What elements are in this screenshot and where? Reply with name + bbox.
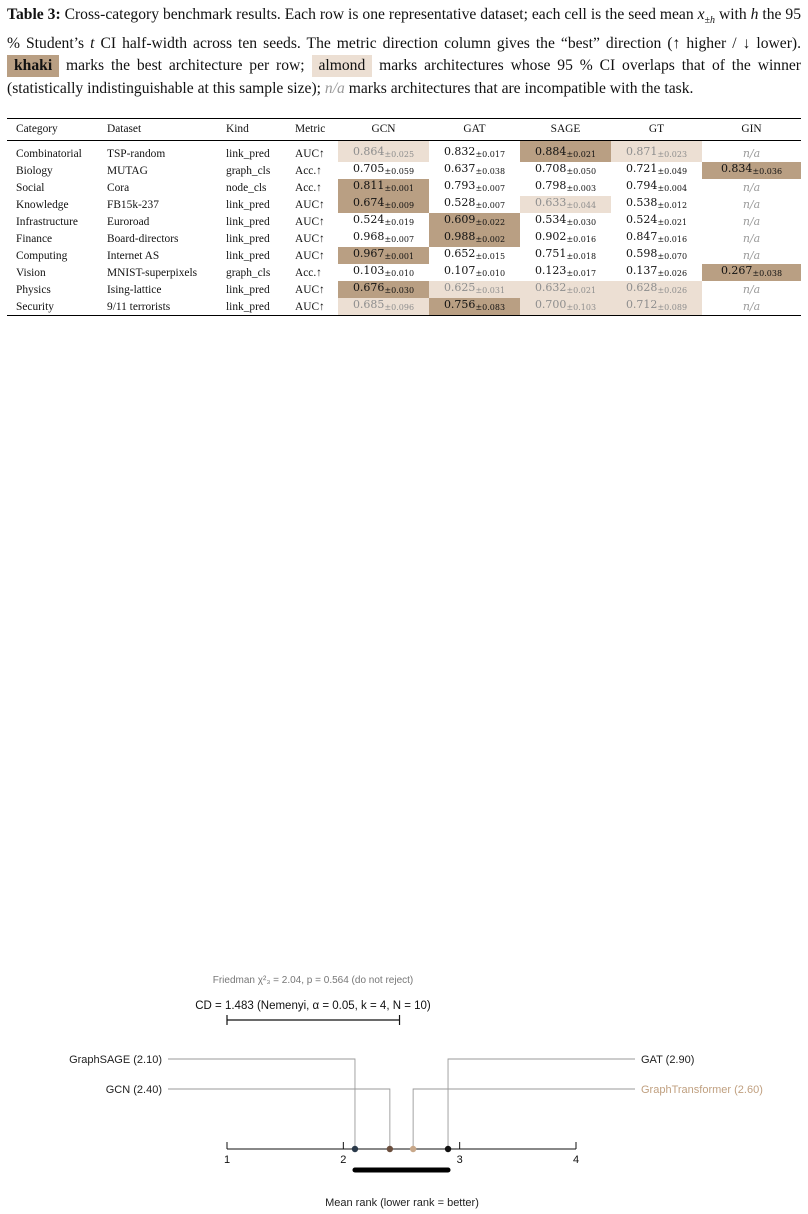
score-ci: ±0.103 [566, 303, 597, 312]
score-mean: 0.524 [352, 213, 385, 226]
category-cell: Combinatorial [16, 147, 82, 160]
dataset-cell: 9/11 terrorists [98, 298, 217, 316]
score-ci: ±0.010 [384, 269, 415, 278]
table-body [7, 141, 801, 316]
category-cell: Social [16, 181, 45, 194]
score-cell [520, 230, 611, 247]
score-cell [702, 298, 801, 316]
column-header: Dataset [98, 119, 217, 141]
score-mean: 0.528 [443, 196, 476, 209]
table-row [7, 264, 801, 281]
caption-text-3: the 95 % Student’s [7, 6, 801, 52]
score-mean: 0.884 [534, 145, 567, 158]
table-row [7, 141, 801, 163]
table-row [7, 196, 801, 213]
score-mean: 0.637 [443, 162, 476, 175]
score-cell [429, 196, 520, 213]
score-ci: ±0.021 [566, 150, 597, 159]
score-mean: 0.721 [625, 162, 658, 175]
axis-tick-label: 3 [456, 1154, 463, 1166]
method-connector [413, 1089, 635, 1149]
table-header-row [7, 119, 801, 141]
score-mean: 0.625 [443, 281, 476, 294]
dataset-cell: FB15k-237 [107, 198, 159, 211]
score-cell [611, 298, 702, 316]
dataset-cell: Cora [107, 181, 130, 194]
column-header: Category [7, 119, 98, 141]
dataset-cell: Internet AS [107, 249, 160, 262]
score-mean: 0.652 [443, 247, 476, 260]
score-mean: 0.847 [625, 230, 658, 243]
score-ci: ±0.004 [657, 184, 688, 193]
column-header: GIN [702, 119, 801, 141]
score-mean: 0.751 [534, 247, 567, 260]
score-cell [520, 281, 611, 298]
score-cell [429, 179, 520, 196]
score-mean: 0.267 [720, 264, 753, 277]
score-mean: n/a [742, 299, 761, 313]
score-cell [611, 213, 702, 230]
score-mean: 0.967 [352, 247, 385, 260]
score-cell [702, 230, 801, 247]
column-header: GAT [429, 119, 520, 141]
kind-cell: link_pred [226, 215, 270, 228]
caption-label: Table 3: [7, 6, 61, 23]
column-header: GCN [338, 119, 429, 141]
score-cell [338, 196, 429, 213]
score-mean: n/a [742, 282, 761, 296]
score-ci: ±0.030 [566, 218, 597, 227]
caption-text-1: Cross-category benchmark results. Each row is one representative dataset; each cell is the seed mean [60, 6, 698, 23]
score-mean: 0.871 [625, 145, 658, 158]
score-cell [338, 298, 429, 316]
score-cell [429, 141, 520, 163]
score-cell [429, 264, 520, 281]
score-cell [429, 281, 520, 298]
axis-label: Mean rank (lower rank = better) [325, 1197, 479, 1209]
score-mean: 0.988 [443, 230, 476, 243]
score-mean: 0.794 [625, 179, 658, 192]
score-cell [520, 141, 611, 163]
score-mean: 0.137 [625, 264, 658, 277]
score-ci: ±0.019 [384, 218, 415, 227]
results-table [7, 118, 801, 316]
column-header: SAGE [520, 119, 611, 141]
score-mean: 0.628 [625, 281, 658, 294]
caption-text-7: marks architectures that are incompatible with the task. [344, 79, 694, 97]
score-cell [611, 141, 702, 163]
metric-cell: AUC↑ [295, 198, 325, 211]
dataset-cell: Ising-lattice [107, 283, 162, 296]
score-cell [702, 162, 801, 179]
rank-point [387, 1146, 393, 1152]
score-ci: ±0.017 [475, 150, 506, 159]
metric-cell: AUC↑ [295, 147, 325, 160]
cd-value-text: CD = 1.483 (Nemenyi, α = 0.05, k = 4, N = 10) [195, 1000, 431, 1012]
table-row [7, 213, 801, 230]
axis-tick-label: 2 [340, 1154, 347, 1166]
score-mean: 0.902 [534, 230, 567, 243]
score-cell [338, 141, 429, 163]
dataset-cell: MUTAG [107, 164, 148, 177]
score-cell [702, 213, 801, 230]
metric-cell: Acc.↑ [295, 181, 322, 194]
method-connector [168, 1089, 390, 1149]
metric-cell: AUC↑ [295, 249, 325, 262]
score-cell [520, 179, 611, 196]
category-cell: Security [7, 298, 98, 316]
rank-point [410, 1146, 416, 1152]
score-ci: ±0.015 [475, 252, 506, 261]
score-cell [520, 298, 611, 316]
score-mean: n/a [742, 214, 761, 228]
score-mean: 0.708 [534, 162, 567, 175]
score-ci: ±0.025 [384, 150, 415, 159]
kind-cell: link_pred [226, 249, 270, 262]
score-ci: ±0.002 [475, 235, 506, 244]
column-header: Kind [217, 119, 286, 141]
score-mean: 0.598 [625, 247, 658, 260]
cd-diagram [0, 960, 808, 1214]
score-ci: ±0.018 [566, 252, 597, 261]
score-mean: 0.712 [625, 298, 658, 311]
score-cell [611, 264, 702, 281]
score-ci: ±0.016 [657, 235, 688, 244]
score-cell [611, 162, 702, 179]
score-mean: 0.705 [352, 162, 385, 175]
axis-tick-label: 1 [223, 1154, 231, 1166]
score-cell [611, 281, 702, 298]
score-mean: 0.756 [443, 298, 476, 311]
metric-cell: AUC↑ [295, 232, 325, 245]
score-ci: ±0.089 [657, 303, 688, 312]
kind-cell: graph_cls [226, 164, 271, 177]
kind-cell: graph_cls [226, 266, 271, 279]
score-mean: 0.107 [443, 264, 476, 277]
category-cell: Vision [16, 266, 46, 279]
metric-cell: Acc.↑ [295, 164, 322, 177]
score-mean: 0.632 [534, 281, 567, 294]
score-cell [338, 162, 429, 179]
score-ci: ±0.031 [475, 286, 506, 295]
score-cell [520, 264, 611, 281]
score-ci: ±0.038 [475, 167, 506, 176]
score-mean: 0.798 [534, 179, 567, 192]
score-ci: ±0.083 [475, 303, 506, 312]
score-cell [338, 264, 429, 281]
caption-text-2: with [715, 6, 751, 23]
rank-point [445, 1146, 451, 1152]
score-cell [520, 196, 611, 213]
score-ci: ±0.021 [566, 286, 597, 295]
score-mean: 0.968 [352, 230, 385, 243]
rank-point [352, 1146, 358, 1152]
kind-cell: link_pred [226, 198, 270, 211]
score-mean: 0.700 [534, 298, 567, 311]
score-cell [429, 298, 520, 316]
score-ci: ±0.017 [566, 269, 597, 278]
khaki-swatch: khaki [7, 55, 59, 77]
kind-cell: link_pred [226, 283, 270, 296]
score-mean: 0.811 [352, 179, 385, 192]
score-ci: ±0.007 [475, 184, 506, 193]
method-label: GraphTransformer (2.60) [641, 1084, 763, 1096]
caption-x-symbol: x [697, 6, 705, 23]
score-mean: 0.864 [352, 145, 385, 158]
score-ci: ±0.007 [475, 201, 506, 210]
score-cell [611, 247, 702, 264]
dataset-cell: TSP-random [107, 147, 166, 160]
category-cell: Biology [16, 164, 53, 177]
score-cell [520, 213, 611, 230]
score-mean: 0.538 [625, 196, 658, 209]
score-ci: ±0.001 [384, 184, 415, 193]
score-cell [611, 179, 702, 196]
category-cell: Infrastructure [16, 215, 78, 228]
kind-cell: link_pred [226, 147, 270, 160]
caption-h-symbol: h [750, 6, 759, 23]
score-cell [429, 213, 520, 230]
score-ci: ±0.026 [657, 269, 688, 278]
dataset-cell: Board-directors [107, 232, 179, 245]
score-ci: ±0.003 [566, 184, 597, 193]
table-caption [7, 4, 801, 100]
caption-text-4: CI half-width across ten seeds. The metric direction column gives the “best” direction (↑ higher / ↓ lower). [94, 34, 801, 52]
score-ci: ±0.010 [475, 269, 506, 278]
score-cell [702, 247, 801, 264]
score-mean: n/a [742, 197, 761, 211]
kind-cell: link_pred [226, 232, 270, 245]
score-cell [611, 230, 702, 247]
score-mean: 0.123 [534, 264, 567, 277]
score-ci: ±0.070 [657, 252, 688, 261]
friedman-test-text: Friedman χ²₃ = 2.04, p = 0.564 (do not reject) [212, 975, 414, 986]
table-row [7, 281, 801, 298]
score-mean: 0.676 [352, 281, 385, 294]
table-row [7, 298, 801, 316]
score-cell [338, 281, 429, 298]
score-ci: ±0.021 [657, 218, 688, 227]
score-ci: ±0.001 [384, 252, 415, 261]
score-mean: n/a [742, 180, 761, 194]
score-mean: 0.685 [352, 298, 385, 311]
dataset-cell: MNIST-superpixels [107, 266, 198, 279]
dataset-cell: Euroroad [107, 215, 150, 228]
score-ci: ±0.023 [657, 150, 688, 159]
caption-pm-h: ±h [704, 15, 715, 27]
score-ci: ±0.030 [384, 286, 415, 295]
score-ci: ±0.022 [475, 218, 506, 227]
score-ci: ±0.044 [566, 201, 597, 210]
score-mean: 0.524 [625, 213, 658, 226]
method-connector [448, 1059, 635, 1149]
score-cell [338, 230, 429, 247]
caption-text-6: marks architectures whose 95 % CI overlaps that of the winner (statistically indistinguishable at this sample size); [7, 57, 802, 97]
score-cell [702, 196, 801, 213]
score-ci: ±0.096 [384, 303, 415, 312]
metric-cell: AUC↑ [295, 215, 325, 228]
table-row [7, 230, 801, 247]
category-cell: Computing [16, 249, 68, 262]
table-row [7, 247, 801, 264]
score-mean: 0.832 [443, 145, 476, 158]
caption-t-symbol: t [90, 34, 95, 52]
column-header: Metric [286, 119, 338, 141]
category-cell: Physics [16, 283, 51, 296]
kind-cell: node_cls [226, 181, 267, 194]
method-label: GraphSAGE (2.10) [69, 1054, 162, 1066]
table-row [7, 162, 801, 179]
kind-cell: link_pred [217, 298, 286, 316]
score-cell [702, 179, 801, 196]
score-cell [429, 230, 520, 247]
axis-tick-label: 4 [572, 1154, 580, 1166]
metric-cell: AUC↑ [286, 298, 338, 316]
score-ci: ±0.016 [566, 235, 597, 244]
score-cell [338, 247, 429, 264]
score-ci: ±0.059 [384, 167, 415, 176]
score-cell [520, 247, 611, 264]
score-cell [702, 264, 801, 281]
table-row [7, 179, 801, 196]
score-ci: ±0.049 [657, 167, 688, 176]
metric-cell: AUC↑ [295, 283, 325, 296]
metric-cell: Acc.↑ [295, 266, 322, 279]
method-connector [168, 1059, 355, 1149]
score-ci: ±0.007 [384, 235, 415, 244]
caption-text-5: marks the best architecture per row; [59, 57, 312, 75]
score-cell [338, 213, 429, 230]
score-ci: ±0.026 [657, 286, 688, 295]
method-label: GCN (2.40) [105, 1084, 162, 1096]
score-mean: n/a [742, 248, 761, 262]
category-cell: Finance [16, 232, 53, 245]
score-ci: ±0.038 [752, 269, 783, 278]
score-mean: n/a [742, 231, 761, 245]
score-cell [611, 196, 702, 213]
na-marker: n/a [324, 79, 345, 97]
cd-diagram-svg [0, 960, 808, 1214]
score-cell [429, 162, 520, 179]
score-ci: ±0.036 [752, 167, 783, 176]
score-mean: 0.793 [443, 179, 476, 192]
score-mean: 0.103 [352, 264, 385, 277]
score-mean: n/a [742, 146, 761, 160]
method-label: GAT (2.90) [641, 1054, 695, 1066]
score-mean: 0.609 [443, 213, 476, 226]
score-cell [429, 247, 520, 264]
score-mean: 0.674 [352, 196, 385, 209]
score-mean: 0.633 [534, 196, 567, 209]
column-header: GT [611, 119, 702, 141]
score-ci: ±0.050 [566, 167, 597, 176]
score-cell [520, 162, 611, 179]
score-cell [338, 179, 429, 196]
score-mean: 0.834 [720, 162, 753, 175]
almond-swatch: almond [312, 55, 373, 77]
score-ci: ±0.009 [384, 201, 415, 210]
score-ci: ±0.012 [657, 201, 688, 210]
category-cell: Knowledge [16, 198, 69, 211]
score-mean: 0.534 [534, 213, 567, 226]
score-cell [702, 141, 801, 163]
score-cell [702, 281, 801, 298]
